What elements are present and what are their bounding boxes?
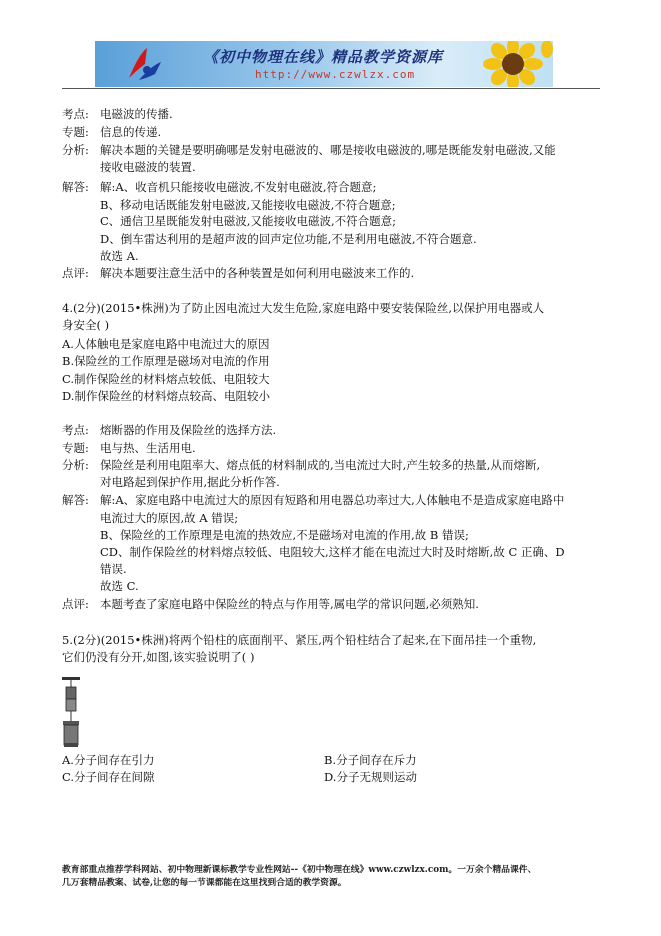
q4-option: B.保险丝的工作原理是磁场对电流的作用 (62, 354, 270, 368)
banner-title: 《初中物理在线》精品教学资源库 (203, 48, 444, 66)
jieda-line: 故选 A. (100, 249, 139, 263)
jieda-line: 电流过大的原因,故 A 错误; (100, 511, 239, 525)
zhuanti-label: 专题: (62, 441, 89, 455)
jieda-line: 错误. (100, 562, 127, 576)
footer-line: 教育部重点推荐学科网站、初中物理新课标教学专业性网站--《初中物理在线》www.czwlzx.com。一万余个精品课件、 (62, 865, 537, 875)
jieda-line: CD、制作保险丝的材料熔点较低、电阻较大,这样才能在电流过大时及时熔断,故 C 正确、D (100, 545, 565, 559)
q4-option: D.制作保险丝的材料熔点较高、电阻较小 (62, 389, 270, 403)
fenxi-line: 对电路起到保护作用,据此分析作答. (100, 475, 280, 489)
footer-line: 几万套精品教案、试卷,让您的每一节课都能在这里找到合适的教学资源。 (62, 878, 347, 888)
jieda-line: B、移动电话既能发射电磁波,又能接收电磁波,不符合题意; (100, 198, 396, 212)
sunflower-icon (473, 41, 553, 87)
fenxi-line: 保险丝是利用电阻率大、熔点低的材料制成的,当电流过大时,产生较多的热量,从而熔断, (100, 458, 541, 472)
kaodian-label: 考点: (62, 107, 89, 121)
dianping-label: 点评: (62, 266, 89, 280)
q4-stem: 身安全( ) (62, 318, 110, 332)
fenxi-line: 接收电磁波的装置. (100, 160, 196, 174)
lead-cylinders-figure (60, 677, 82, 749)
q4-option: C.制作保险丝的材料熔点较低、电阻较大 (62, 372, 270, 386)
q4-option: A.人体触电是家庭电路中电流过大的原因 (62, 337, 270, 351)
jieda-line: B、保险丝的工作原理是电流的热效应,不是磁场对电流的作用,故 B 错误; (100, 528, 469, 542)
site-logo-icon (125, 44, 165, 84)
page-footer (62, 864, 536, 890)
q5-option: C.分子间存在间隙 (62, 770, 155, 784)
jieda-line: C、通信卫星既能发射电磁波,又能接收电磁波,不符合题意; (100, 214, 396, 228)
jieda-line: 解:A、收音机只能接收电磁波,不发射电磁波,符合题意; (100, 180, 377, 194)
dianping-text: 解决本题要注意生活中的各种装置是如何利用电磁波来工作的. (100, 266, 415, 280)
q5-option: D.分子无规则运动 (324, 770, 417, 784)
q5-option: A.分子间存在引力 (62, 753, 155, 767)
fenxi-label: 分析: (62, 143, 89, 157)
q5-option: B.分子间存在斥力 (324, 753, 417, 767)
kaodian-label: 考点: (62, 423, 89, 437)
header-banner (95, 41, 553, 87)
q5-stem: 5.(2分)(2015•株洲)将两个铅柱的底面削平、紧压,两个铅柱结合了起来,在下面吊挂一个重物, (62, 633, 537, 647)
zhuanti-label: 专题: (62, 125, 89, 139)
kaodian-text: 电磁波的传播. (100, 107, 173, 121)
zhuanti-text: 电与热、生活用电. (100, 441, 196, 455)
jieda-line: D、倒车雷达利用的是超声波的回声定位功能,不是利用电磁波,不符合题意. (100, 232, 477, 246)
jieda-label: 解答: (62, 493, 89, 507)
header-divider (62, 88, 600, 89)
fenxi-label: 分析: (62, 458, 89, 472)
zhuanti-text: 信息的传递. (100, 125, 162, 139)
jieda-line: 解:A、家庭电路中电流过大的原因有短路和用电器总功率过大,人体触电不是造成家庭电路中 (100, 493, 565, 507)
fenxi-line: 解决本题的关键是要明确哪是发射电磁波的、哪是接收电磁波的,哪是既能发射电磁波,又能 (100, 143, 556, 157)
q4-stem: 4.(2分)(2015•株洲)为了防止因电流过大发生危险,家庭电路中要安装保险丝,以保护用电器或人 (62, 301, 545, 315)
jieda-line: 故选 C. (100, 579, 139, 593)
q5-stem: 它们仍没有分开,如图,该实验说明了( ) (62, 650, 255, 664)
banner-url: http://www.czwlzx.com (255, 68, 416, 81)
kaodian-text: 熔断器的作用及保险丝的选择方法. (100, 423, 277, 437)
dianping-label: 点评: (62, 597, 89, 611)
dianping-text: 本题考查了家庭电路中保险丝的特点与作用等,属电学的常识问题,必须熟知. (100, 597, 479, 611)
jieda-label: 解答: (62, 180, 89, 194)
